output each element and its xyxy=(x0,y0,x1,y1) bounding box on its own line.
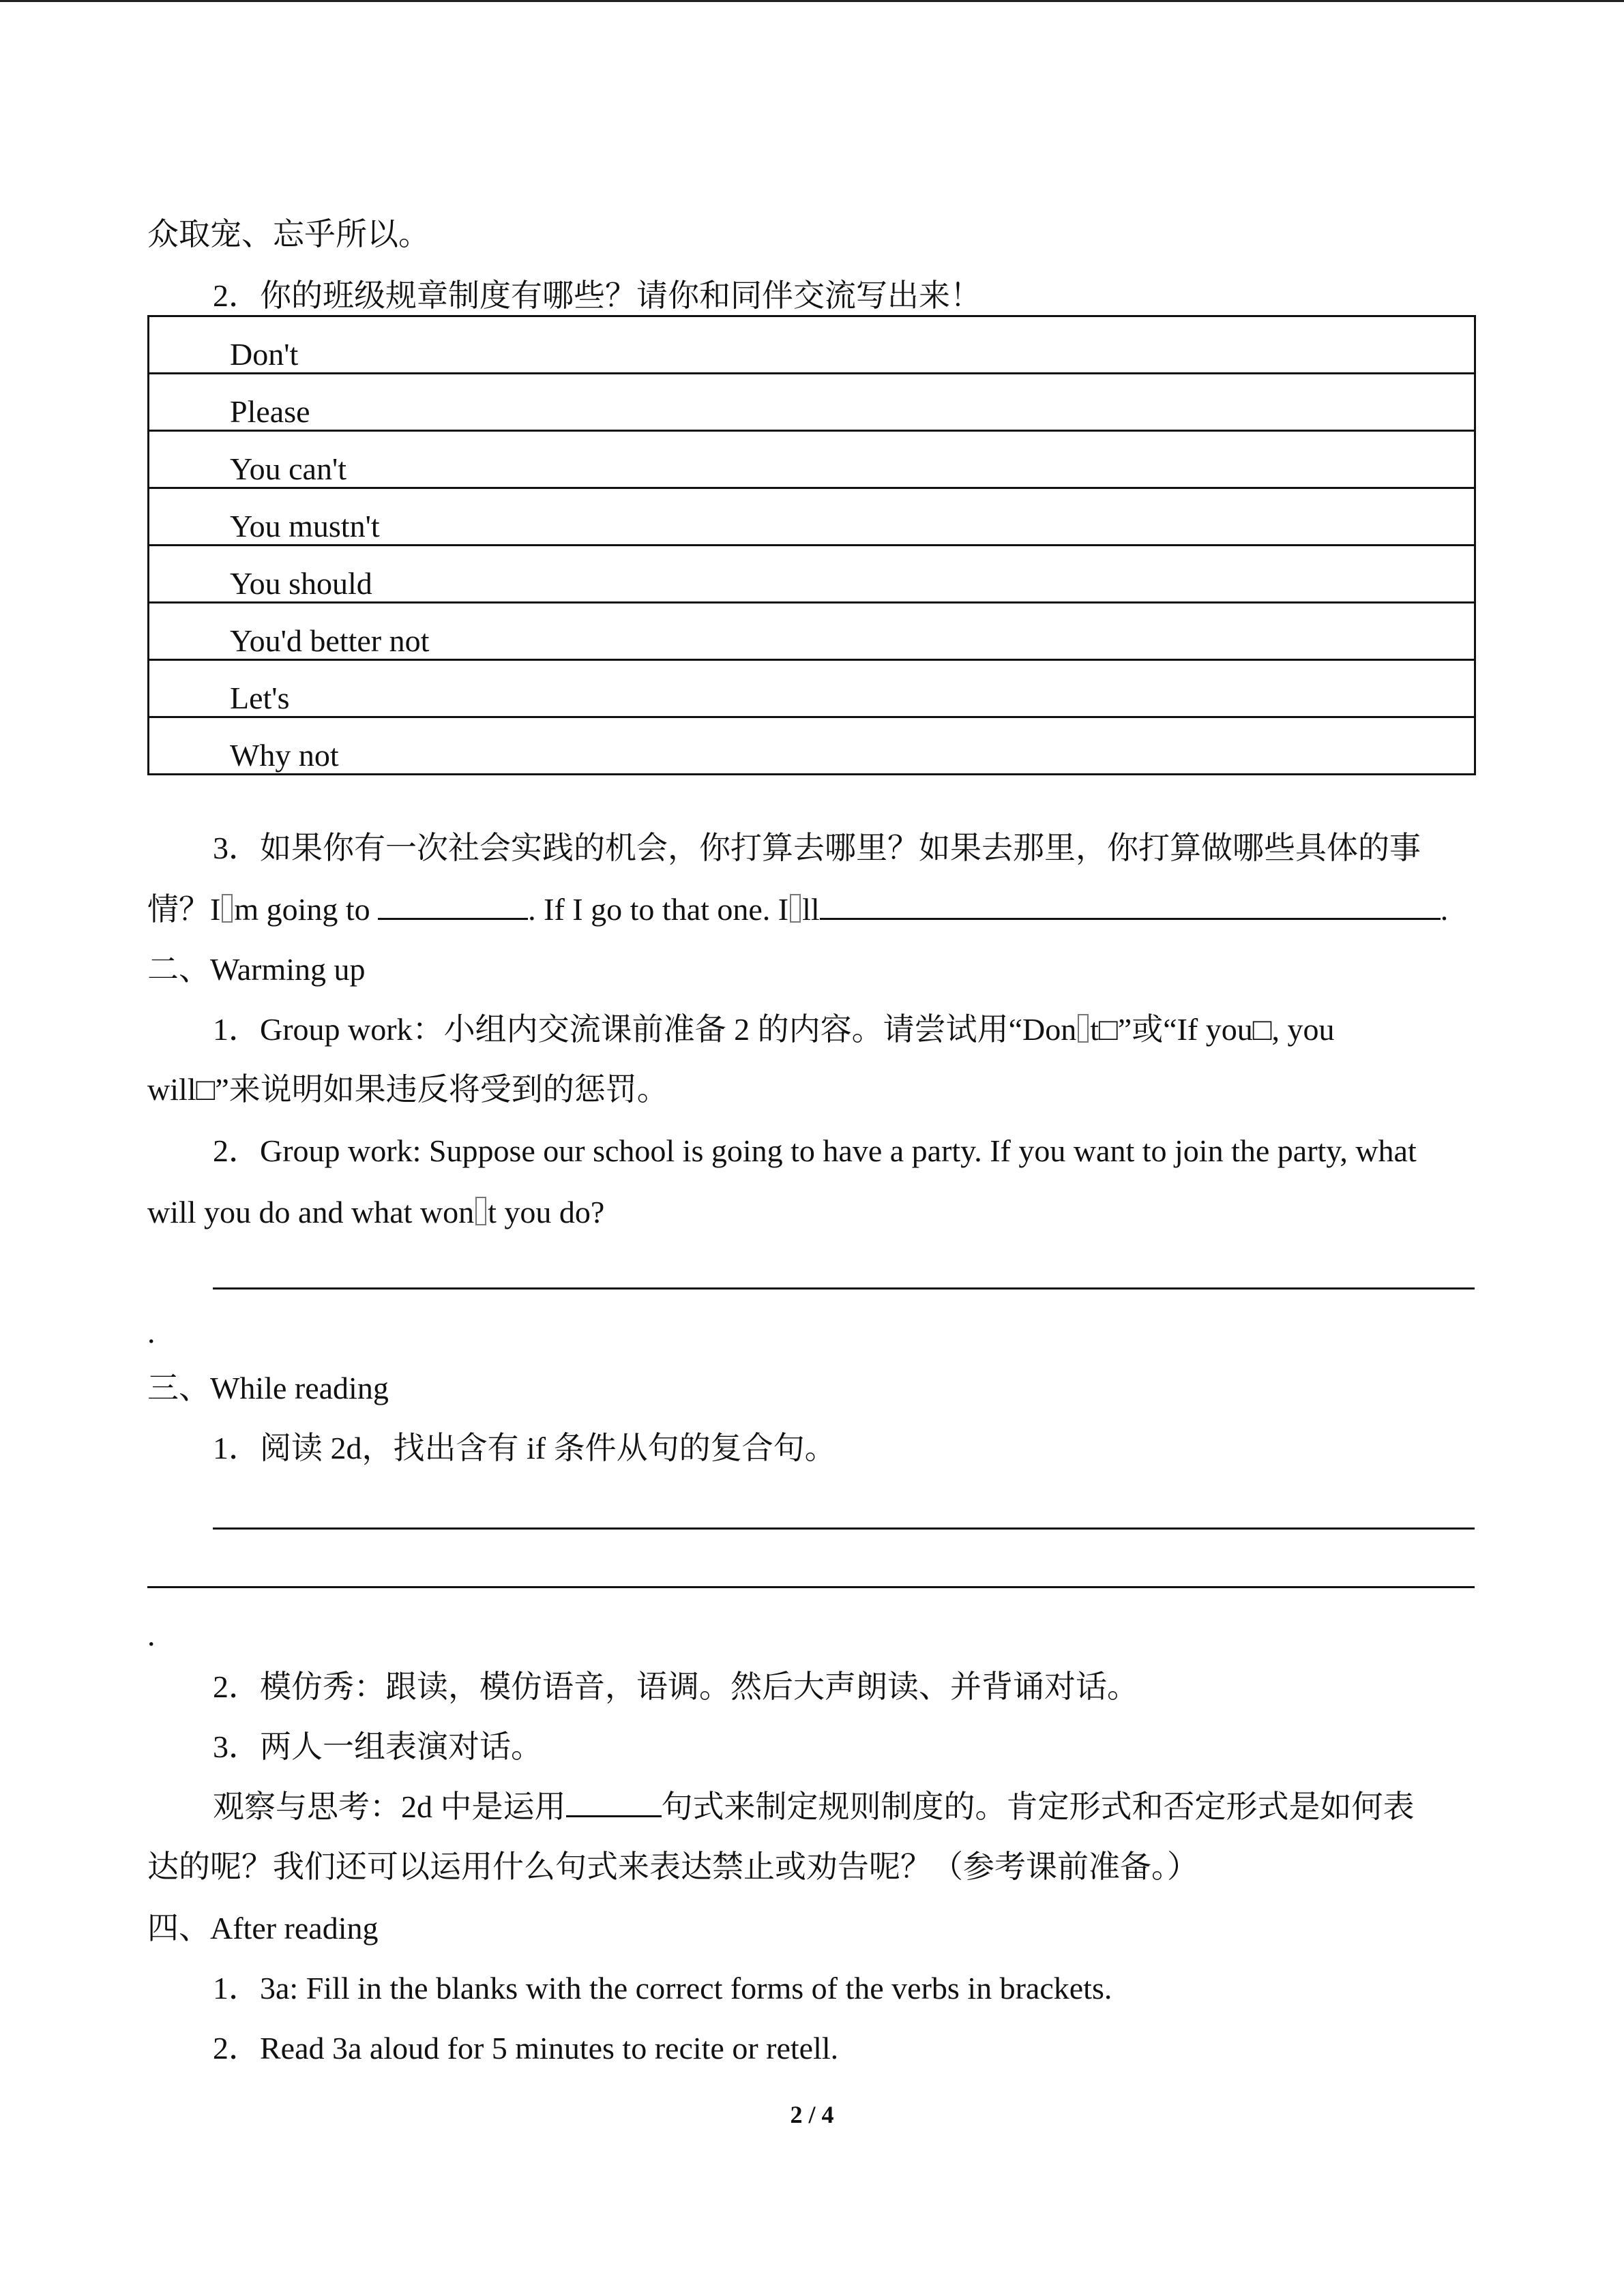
observe-think-text-a: 观察与思考：2d 中是运用 xyxy=(213,1789,566,1824)
rules-table-row xyxy=(149,603,1475,660)
while-reading-item-1: 1．阅读 2d，找出含有 if 条件从句的复合句。 xyxy=(213,1431,836,1465)
question-3-text-a: 情？I xyxy=(147,892,221,927)
answer-line-while-reading-2[interactable] xyxy=(147,1586,1475,1588)
observe-think-line1 xyxy=(213,1788,1415,1826)
rules-table-cell[interactable] xyxy=(149,603,1475,660)
rules-table-cell[interactable] xyxy=(149,660,1475,717)
answer-line-while-reading-1[interactable] xyxy=(213,1527,1475,1530)
class-rules-table xyxy=(147,315,1476,775)
rules-table-cell[interactable] xyxy=(149,717,1475,775)
missing-glyph-box xyxy=(790,894,801,923)
section-3-heading: 三、While reading xyxy=(147,1371,389,1405)
top-border xyxy=(0,0,1624,2)
rules-table-row xyxy=(149,660,1475,717)
warming-up-item-1-line1 xyxy=(213,1011,1335,1049)
question-3-text-c: . If I go to that one. I xyxy=(528,892,789,927)
rules-table-row xyxy=(149,488,1475,546)
warming-up-item-2-line1: 2．Group work: Suppose our school is going to have a party. If you want to join the party, what xyxy=(213,1133,1417,1168)
rules-table-row xyxy=(149,431,1475,488)
question-3-text-b: m going to xyxy=(234,892,370,927)
observe-think-text-b: 句式来制定规则制度的。肯定形式和否定形式是如何表 xyxy=(661,1789,1415,1824)
rule-starter-text: Why not xyxy=(230,738,339,773)
question-3-line2 xyxy=(147,891,1448,929)
rule-starter-text: You'd better not xyxy=(230,623,430,658)
while-reading-item-3: 3．两人一组表演对话。 xyxy=(213,1729,542,1764)
missing-glyph-box xyxy=(475,1197,486,1225)
after-reading-item-1: 1．3a: Fill in the blanks with the correct forms of the verbs in brackets. xyxy=(213,1971,1112,2006)
answer-blank-sentence-pattern[interactable] xyxy=(566,1788,662,1817)
observe-think-line2: 达的呢？我们还可以运用什么句式来表达禁止或劝告呢？（参考课前准备。） xyxy=(147,1849,1198,1884)
rules-table-row xyxy=(149,546,1475,603)
warming-up-item-1-text-b: t□”或“If you□, you xyxy=(1090,1012,1335,1047)
rules-table-row xyxy=(149,316,1475,374)
question-2-title: 2．你的班级规章制度有哪些？请你和同伴交流写出来！ xyxy=(213,278,981,313)
answer-blank-activities[interactable] xyxy=(820,891,1441,920)
question-3-period: . xyxy=(1440,892,1449,927)
while-reading-item-2: 2．模仿秀：跟读，模仿语音，语调。然后大声朗读、并背诵对话。 xyxy=(213,1669,1138,1704)
rule-starter-text: You can't xyxy=(230,451,347,486)
rule-starter-text: Let's xyxy=(230,681,290,715)
rules-table-row xyxy=(149,374,1475,431)
end-period: . xyxy=(147,1315,156,1350)
rules-table-row xyxy=(149,717,1475,775)
question-3-text-d: ll xyxy=(802,892,820,927)
rule-starter-text: Please xyxy=(230,394,310,429)
warming-up-item-2-text-a: will you do and what won xyxy=(147,1195,475,1229)
rule-starter-text: You mustn't xyxy=(230,509,380,543)
continuation-text: 众取宠、忘乎所以。 xyxy=(147,217,430,252)
answer-blank-destination[interactable] xyxy=(378,891,528,920)
missing-glyph-box xyxy=(1078,1014,1089,1043)
missing-glyph-box xyxy=(222,894,233,923)
question-3-line1: 3．如果你有一次社会实践的机会，你打算去哪里？如果去那里，你打算做哪些具体的事 xyxy=(213,831,1421,865)
end-period: . xyxy=(147,1617,156,1652)
warming-up-item-1-text-a: 1．Group work：小组内交流课前准备 2 的内容。请尝试用“Don xyxy=(213,1012,1077,1047)
rule-starter-text: Don't xyxy=(230,337,299,372)
rules-table-cell[interactable] xyxy=(149,546,1475,603)
rules-table-cell[interactable] xyxy=(149,316,1475,374)
warming-up-item-1-line2: will□”来说明如果违反将受到的惩罚。 xyxy=(147,1072,668,1107)
page-number: 2 / 4 xyxy=(790,2101,834,2128)
answer-line-warming-up[interactable] xyxy=(213,1287,1475,1289)
after-reading-item-2: 2．Read 3a aloud for 5 minutes to recite or retell. xyxy=(213,2031,839,2066)
warming-up-item-2-line2 xyxy=(147,1193,604,1232)
warming-up-item-2-text-b: t you do? xyxy=(488,1195,605,1229)
rules-table-cell[interactable] xyxy=(149,488,1475,546)
rules-table-cell[interactable] xyxy=(149,374,1475,431)
rule-starter-text: You should xyxy=(230,566,372,601)
rules-table-cell[interactable] xyxy=(149,431,1475,488)
section-2-heading: 二、Warming up xyxy=(147,952,366,987)
section-4-heading: 四、After reading xyxy=(147,1911,379,1945)
